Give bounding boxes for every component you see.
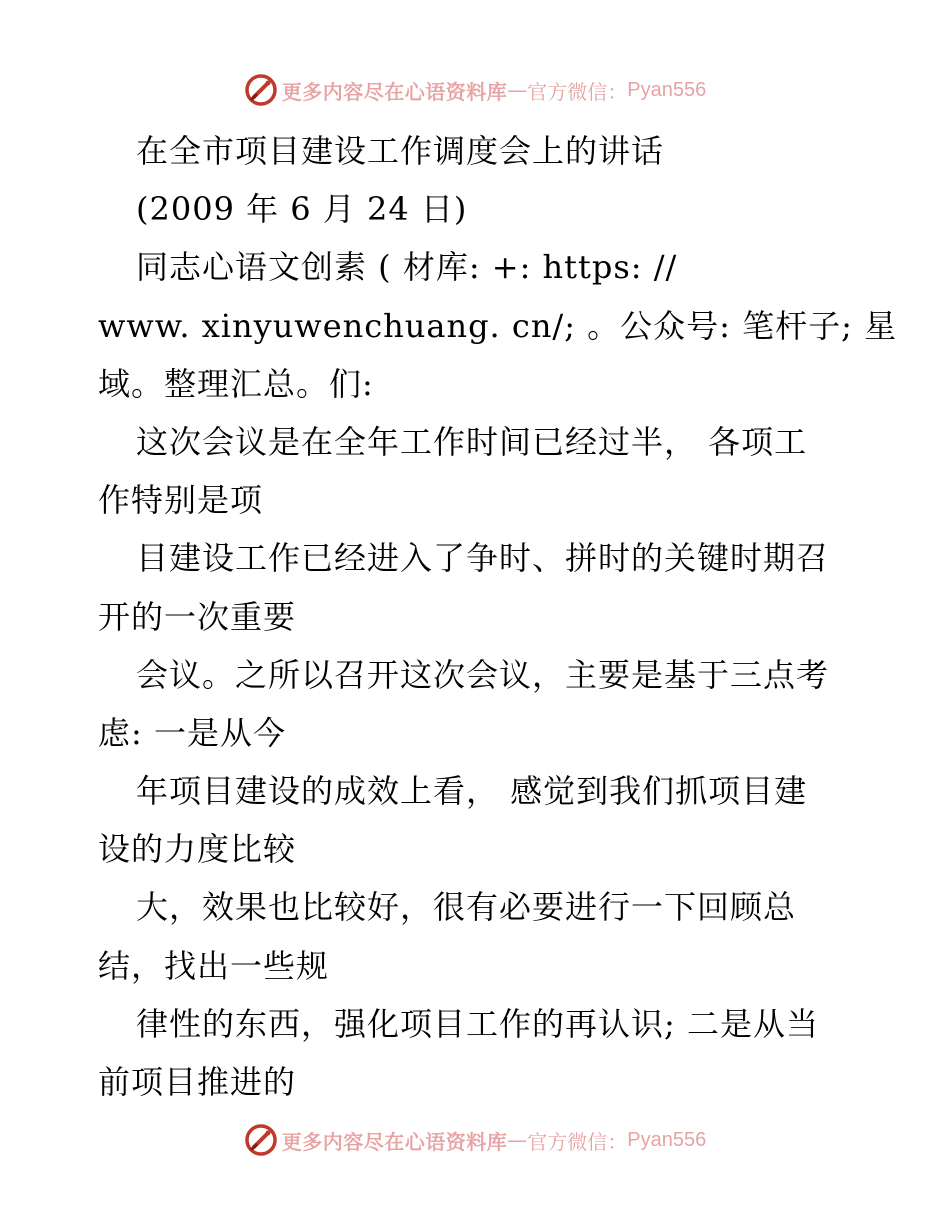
watermark-wechat-id: Pyan556 [627, 1128, 707, 1151]
brush-seal-logo-icon [244, 73, 278, 107]
footer-watermark [0, 1120, 950, 1160]
paragraph-line: 年项目建设的成效上看， 感觉到我们抓项目建 [136, 772, 808, 811]
paragraph-line: 域。整理汇总。们: [98, 364, 374, 403]
watermark-text: 更多内容尽在心语资料库 [281, 79, 508, 104]
watermark-wechat-id: Pyan556 [627, 78, 707, 101]
paragraph-line: 开的一次重要 [98, 597, 297, 636]
document-title: 在全市项目建设工作调度会上的讲话 [136, 132, 665, 170]
paragraph-line: 同志心语文创素 ( 材库: +: https: // [136, 248, 678, 287]
paragraph-line: 虑: 一是从今 [98, 713, 286, 752]
paragraph-line: 作特别是项 [98, 481, 264, 520]
watermark-text: 更多内容尽在心语资料库 [281, 1129, 508, 1154]
paragraph-line: 目建设工作已经进入了争时、拼时的关键时期召 [136, 539, 830, 578]
header-watermark [0, 70, 950, 110]
paragraph-line: 设的力度比较 [98, 830, 297, 869]
paragraph-line: 律性的东西，强化项目工作的再认识; 二是从当 [136, 1004, 819, 1043]
document-date: (2009 年 6 月 24 日) [136, 190, 468, 229]
paragraph-line: 大，效果也比较好，很有必要进行一下回顾总 [136, 888, 797, 927]
watermark-wechat-label: 官方微信： [527, 1129, 628, 1154]
paragraph-line: www. xinyuwenchuang. cn/; 。公众号: 笔杆子; 星 [98, 306, 898, 345]
watermark-dash: — [507, 1128, 528, 1152]
paragraph-line: 前项目推进的 [98, 1063, 297, 1101]
watermark-wechat-label: 官方微信： [527, 79, 628, 104]
watermark-dash: — [507, 78, 528, 102]
paragraph-line: 会议。之所以召开这次会议，主要是基于三点考 [136, 655, 830, 694]
paragraph-line: 结，找出一些规 [98, 946, 330, 985]
paragraph-line: 这次会议是在全年工作时间已经过半， 各项工 [136, 422, 808, 461]
document-body [98, 122, 898, 1111]
brush-seal-logo-icon [244, 1123, 278, 1157]
